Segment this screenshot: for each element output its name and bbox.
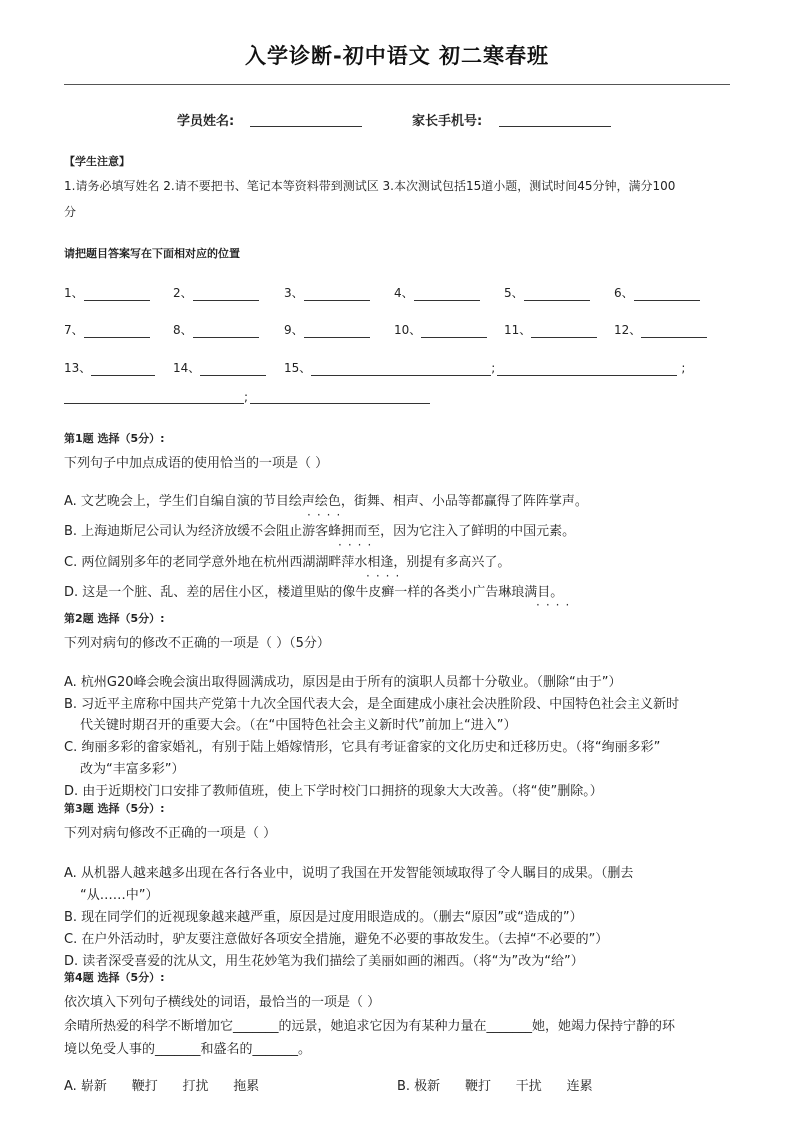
answer-blank-15d[interactable] bbox=[250, 391, 430, 404]
emphasis-dots: ···· bbox=[366, 569, 406, 583]
semicolon: ; bbox=[681, 361, 686, 375]
question-3-option-a-cont: “从……中”） bbox=[80, 888, 159, 903]
answer-blank-1[interactable] bbox=[84, 288, 150, 301]
emphasis-dots: ···· bbox=[338, 538, 378, 552]
answer-label-12: 12、 bbox=[614, 323, 642, 337]
answer-blank-4[interactable] bbox=[414, 288, 480, 301]
question-3-stem: 下列对病句修改不正确的一项是（ ） bbox=[64, 826, 277, 841]
question-3-option-c[interactable]: C. 在户外活动时，驴友要注意做好各项安全措施，避免不必要的事故发生。（去掉“不必要的”） bbox=[64, 932, 609, 947]
answer-item-11 bbox=[504, 321, 597, 338]
question-2-option-c[interactable]: C. 绚丽多彩的畲家婚礼，有别于陆上婚嫁情形，它具有考证畲家的文化历史和迁移历史。（将“绚丽多彩” bbox=[64, 740, 661, 755]
answer-label-9: 9、 bbox=[284, 323, 304, 337]
answer-blank-5[interactable] bbox=[524, 288, 590, 301]
question-2-stem: 下列对病句的修改不正确的一项是（ ）（5分） bbox=[64, 636, 330, 651]
answer-label-14: 14、 bbox=[173, 361, 201, 375]
answer-label-8: 8、 bbox=[173, 323, 193, 337]
answer-blank-9[interactable] bbox=[304, 325, 370, 338]
question-1-option-d[interactable]: D. 这是一个脏、乱、差的居住小区，楼道里贴的像牛皮癣一样的各类小广告琳琅满目。 bbox=[64, 585, 564, 600]
answer-instruction: 请把题目答案写在下面相对应的位置 bbox=[64, 247, 240, 260]
question-4-option-b[interactable]: B. 极新 鞭打 干扰 连累 bbox=[397, 1079, 593, 1094]
answer-blank-12[interactable] bbox=[641, 325, 707, 338]
question-1-header: 第1题 选择（5分）: bbox=[64, 432, 165, 445]
answer-item-2 bbox=[173, 284, 259, 301]
answer-item-9 bbox=[284, 321, 370, 338]
answer-blank-7[interactable] bbox=[84, 325, 150, 338]
notice-line-2: 分 bbox=[64, 205, 77, 219]
name-label: 学员姓名: bbox=[177, 114, 235, 129]
answer-item-10 bbox=[394, 321, 487, 338]
answer-label-15: 15、 bbox=[284, 361, 312, 375]
answer-label-3: 3、 bbox=[284, 286, 304, 300]
answer-item-4 bbox=[394, 284, 480, 301]
answer-blank-2[interactable] bbox=[193, 288, 259, 301]
answer-blank-15c[interactable] bbox=[64, 391, 244, 404]
answer-item-7 bbox=[64, 321, 150, 338]
answer-blank-14[interactable] bbox=[200, 363, 266, 376]
semicolon: ; bbox=[244, 390, 249, 404]
semicolon: ; bbox=[491, 361, 496, 375]
notice-heading: 【学生注意】 bbox=[64, 155, 130, 168]
answer-blank-6[interactable] bbox=[634, 288, 700, 301]
question-4-header: 第4题 选择（5分）: bbox=[64, 971, 165, 984]
answer-blank-11[interactable] bbox=[531, 325, 597, 338]
question-2-option-b[interactable]: B. 习近平主席称中国共产党第十九次全国代表大会，是全面建成小康社会决胜阶段、中国特色社会主义新时 bbox=[64, 697, 680, 712]
name-field[interactable] bbox=[250, 112, 362, 127]
answer-blank-10[interactable] bbox=[421, 325, 487, 338]
question-1-option-b[interactable]: B. 上海迪斯尼公司认为经济放缓不会阻止游客蜂拥而至，因为它注入了鲜明的中国元素。 bbox=[64, 524, 576, 539]
answer-label-10: 10、 bbox=[394, 323, 422, 337]
emphasis-dots: ···· bbox=[536, 598, 576, 612]
answer-label-1: 1、 bbox=[64, 286, 84, 300]
emphasis-dots: ···· bbox=[307, 508, 347, 522]
question-1-stem: 下列句子中加点成语的使用恰当的一项是（ ） bbox=[64, 456, 329, 471]
question-2-option-d[interactable]: D. 由于近期校门口安排了教师值班，使上下学时校门口拥挤的现象大大改善。（将“使”删除。） bbox=[64, 784, 603, 799]
question-1-option-c[interactable]: C. 两位阔别多年的老同学意外地在杭州西湖湖畔萍水相逢，别提有多高兴了。 bbox=[64, 555, 511, 570]
answer-item-5 bbox=[504, 284, 590, 301]
page-title: 入学诊断-初中语文 初二寒春班 bbox=[244, 44, 550, 68]
question-2-option-b-cont: 代关键时期召开的重要大会。（在“中国特色社会主义新时代”前加上“进入”） bbox=[80, 718, 517, 733]
answer-item-1 bbox=[64, 284, 150, 301]
question-1-option-a[interactable]: A. 文艺晚会上，学生们自编自演的节目绘声绘色，街舞、相声、小品等都赢得了阵阵掌声。 bbox=[64, 494, 588, 509]
question-3-option-a[interactable]: A. 从机器人越来越多出现在各行各业中，说明了我国在开发智能领域取得了令人瞩目的成果。（删去 bbox=[64, 866, 634, 881]
question-2-header: 第2题 选择（5分）: bbox=[64, 612, 165, 625]
answer-label-6: 6、 bbox=[614, 286, 634, 300]
question-3-option-d[interactable]: D. 读者深受喜爱的沈从文，用生花妙笔为我们描绘了美丽如画的湘西。（将“为”改为“给”） bbox=[64, 954, 584, 969]
question-4-stem: 依次填入下列句子横线处的词语，最恰当的一项是（ ） bbox=[64, 995, 381, 1010]
question-3-header: 第3题 选择（5分）: bbox=[64, 802, 165, 815]
phone-field[interactable] bbox=[499, 112, 611, 127]
answer-item-12 bbox=[614, 321, 707, 338]
answer-label-7: 7、 bbox=[64, 323, 84, 337]
answer-blank-8[interactable] bbox=[193, 325, 259, 338]
answer-blank-13[interactable] bbox=[91, 363, 155, 376]
answer-item-13 bbox=[64, 359, 155, 376]
title-divider bbox=[64, 84, 730, 85]
answer-item-6 bbox=[614, 284, 700, 301]
question-2-option-c-cont: 改为“丰富多彩”） bbox=[80, 762, 185, 777]
answer-label-11: 11、 bbox=[504, 323, 532, 337]
answer-label-2: 2、 bbox=[173, 286, 193, 300]
answer-label-13: 13、 bbox=[64, 361, 92, 375]
answer-blank-15a[interactable] bbox=[311, 363, 491, 376]
answer-blank-15b[interactable] bbox=[497, 363, 677, 376]
question-4-body-line-2: 境以免受人事的_______和盛名的_______。 bbox=[64, 1042, 312, 1057]
answer-item-3 bbox=[284, 284, 370, 301]
question-2-option-a[interactable]: A. 杭州G20峰会晚会演出取得圆满成功，原因是由于所有的演职人员都十分敬业。（删除“由于”） bbox=[64, 675, 622, 690]
question-3-option-b[interactable]: B. 现在同学们的近视现象越来越严重，原因是过度用眼造成的。（删去“原因”或“造成的”） bbox=[64, 910, 583, 925]
notice-line-1: 1.请务必填写姓名 2.请不要把书、笔记本等资料带到测试区 3.本次测试包括15道小题，测试时间45分钟，满分100 bbox=[64, 179, 676, 193]
answer-item-8 bbox=[173, 321, 259, 338]
answer-label-4: 4、 bbox=[394, 286, 414, 300]
answer-item-15-cont bbox=[64, 390, 430, 404]
question-4-body-line-1: 余晴所热爱的科学不断增加它_______的远景，她追求它因为有某种力量在_______她，她竭力保持宁静的环 bbox=[64, 1019, 676, 1034]
answer-label-5: 5、 bbox=[504, 286, 524, 300]
phone-label: 家长手机号: bbox=[412, 114, 483, 129]
answer-item-14 bbox=[173, 359, 266, 376]
question-4-option-a[interactable]: A. 崭新 鞭打 打扰 拖累 bbox=[64, 1079, 260, 1094]
answer-blank-3[interactable] bbox=[304, 288, 370, 301]
answer-item-15 bbox=[284, 359, 685, 376]
